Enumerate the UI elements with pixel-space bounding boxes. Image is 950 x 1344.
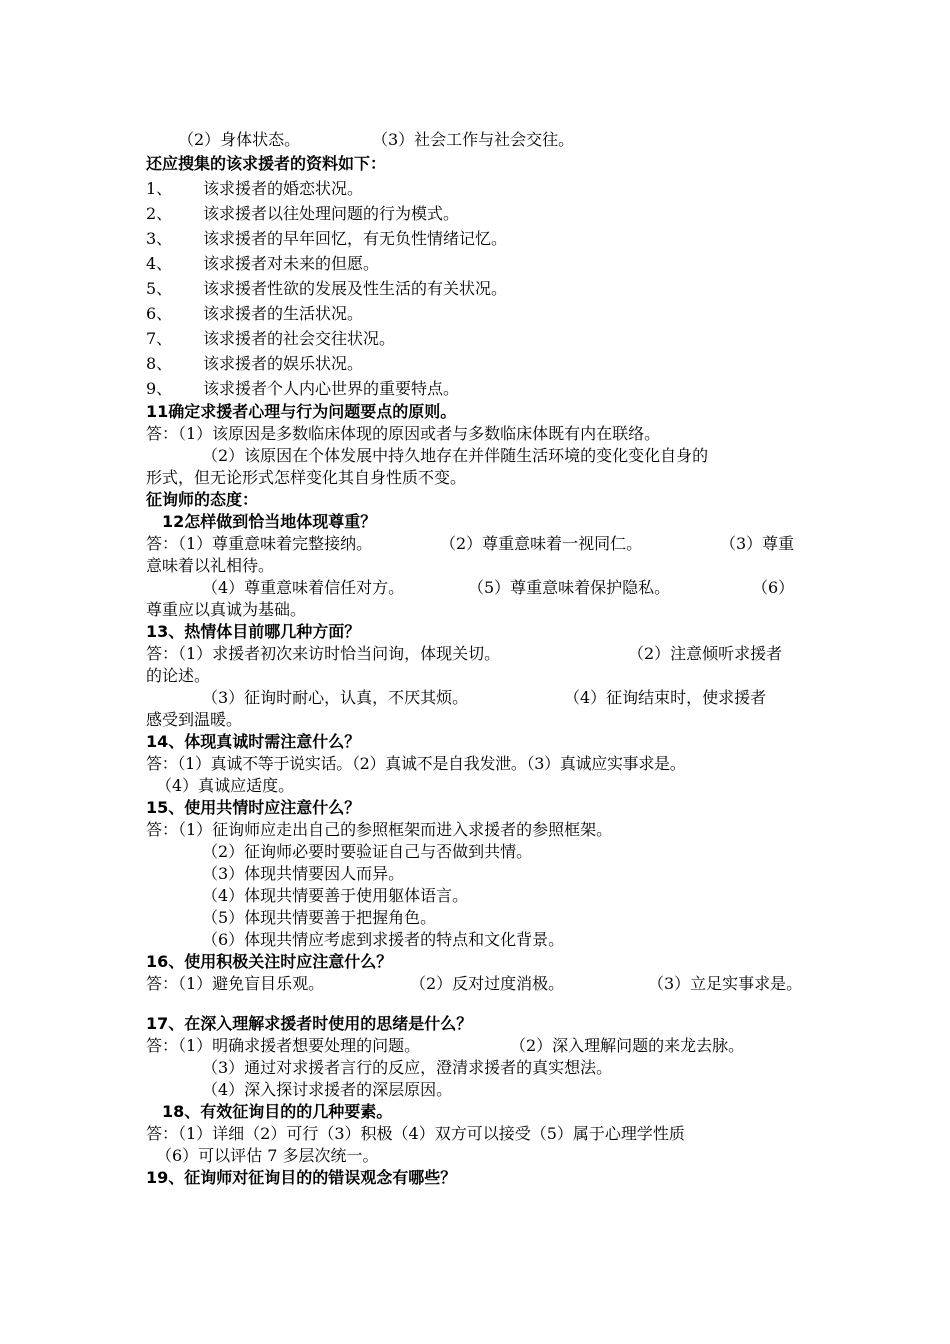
- answer-text: 答：（1）该原因是多数临床体现的原因或者与多数临床体既有内在联络。: [146, 424, 661, 443]
- answer-text: （3）立足实事求是。: [648, 974, 803, 993]
- list-item: 该求援者的社会交往状况。: [203, 329, 396, 348]
- answer-text: 答：（1）明确求援者想要处理的问题。: [146, 1036, 421, 1055]
- answer-text: （4）尊重意味着信任对方。: [202, 578, 405, 597]
- list-item-number: 8、: [146, 354, 173, 373]
- answer-text: 形式，但无论形式怎样变化其自身性质不变。: [146, 468, 467, 487]
- question-heading: 13、热情体目前哪几种方面？: [146, 622, 361, 641]
- answer-text: （6）可以评估 7 多层次统一。: [156, 1146, 379, 1165]
- body-text: （3）社会工作与社会交往。: [372, 130, 575, 149]
- answer-text: 答：（1）求援者初次来访时恰当问询，体现关切。: [146, 644, 501, 663]
- answer-text: （2）深入理解问题的来龙去脉。: [510, 1036, 745, 1055]
- list-item: 该求援者性欲的发展及性生活的有关状况。: [203, 279, 508, 298]
- answer-text: （5）尊重意味着保护隐私。: [468, 578, 671, 597]
- list-item-number: 2、: [146, 204, 173, 223]
- question-heading: 16、使用积极关注时应注意什么？: [146, 952, 393, 971]
- answer-text: 答：（1）详细（2）可行（3）积极（4）双方可以接受（5）属于心理学性质: [146, 1124, 685, 1143]
- answer-text: （3）体现共情要因人而异。: [202, 864, 405, 883]
- question-heading: 18、有效征询目的的几种要素。: [162, 1102, 393, 1121]
- answer-text: 答：（1）真诚不等于说实话。（2）真诚不是自我发泄。（3）真诚应实事求是。: [146, 754, 686, 773]
- question-heading: 15、使用共情时应注意什么？: [146, 798, 361, 817]
- answer-text: 意味着以礼相待。: [146, 556, 275, 575]
- question-heading: 14、体现真诚时需注意什么？: [146, 732, 361, 751]
- answer-text: （4）真诚应适度。: [156, 776, 295, 795]
- list-item: 该求援者以往处理问题的行为模式。: [203, 204, 460, 223]
- answer-text: 感受到温暖。: [146, 710, 243, 729]
- answer-text: （5）体现共情要善于把握角色。: [202, 908, 437, 927]
- answer-text: （6）: [752, 578, 795, 597]
- answer-text: （2）注意倾听求援者: [628, 644, 783, 663]
- answer-text: （6）体现共情应考虑到求援者的特点和文化背景。: [202, 930, 565, 949]
- answer-text: （3）尊重: [720, 534, 795, 553]
- answer-text: （3）通过对求援者言行的反应，澄清求援者的真实想法。: [202, 1058, 613, 1077]
- answer-text: （2）该原因在个体发展中持久地存在并伴随生活环境的变化变化自身的: [202, 446, 709, 465]
- list-item: 该求援者的婚恋状况。: [203, 179, 364, 198]
- list-item: 该求援者个人内心世界的重要特点。: [203, 379, 460, 398]
- answer-text: 答：（1）尊重意味着完整接纳。: [146, 534, 373, 553]
- body-text: （2）身体状态。: [178, 130, 301, 149]
- question-heading: 12怎样做到恰当地体现尊重？: [162, 512, 377, 531]
- list-item-number: 5、: [146, 279, 173, 298]
- list-item-number: 3、: [146, 229, 173, 248]
- question-heading: 17、在深入理解求援者时使用的思绪是什么？: [146, 1014, 473, 1033]
- list-item-number: 9、: [146, 379, 173, 398]
- list-item: 该求援者的早年回忆，有无负性情绪记忆。: [203, 229, 508, 248]
- list-item-number: 4、: [146, 254, 173, 273]
- list-item-number: 6、: [146, 304, 173, 323]
- answer-text: 答：（1）征询师应走出自己的参照框架而进入求援者的参照框架。: [146, 820, 613, 839]
- list-item: 该求援者的娱乐状况。: [203, 354, 364, 373]
- answer-text: 答：（1）避免盲目乐观。: [146, 974, 325, 993]
- answer-text: （4）深入探讨求援者的深层原因。: [202, 1080, 453, 1099]
- section-heading: 征询师的态度：: [146, 490, 259, 509]
- answer-text: （3）征询时耐心，认真，不厌其烦。: [202, 688, 469, 707]
- list-item: 该求援者对未来的但愿。: [203, 254, 380, 273]
- list-item: 该求援者的生活状况。: [203, 304, 364, 323]
- question-heading: 19、征询师对征询目的的错误观念有哪些？: [146, 1168, 457, 1187]
- section-heading: 还应搜集的该求援者的资料如下：: [146, 154, 387, 173]
- question-heading: 11确定求援者心理与行为问题要点的原则。: [146, 402, 457, 421]
- answer-text: （2）征询师必要时要验证自己与否做到共情。: [202, 842, 533, 861]
- answer-text: （4）征询结束时，使求援者: [564, 688, 767, 707]
- list-item-number: 7、: [146, 329, 173, 348]
- list-item-number: 1、: [146, 179, 173, 198]
- answer-text: 的论述。: [146, 666, 211, 685]
- answer-text: （2）反对过度消极。: [410, 974, 565, 993]
- answer-text: 尊重应以真诚为基础。: [146, 600, 307, 619]
- answer-text: （2）尊重意味着一视同仁。: [440, 534, 643, 553]
- answer-text: （4）体现共情要善于使用躯体语言。: [202, 886, 469, 905]
